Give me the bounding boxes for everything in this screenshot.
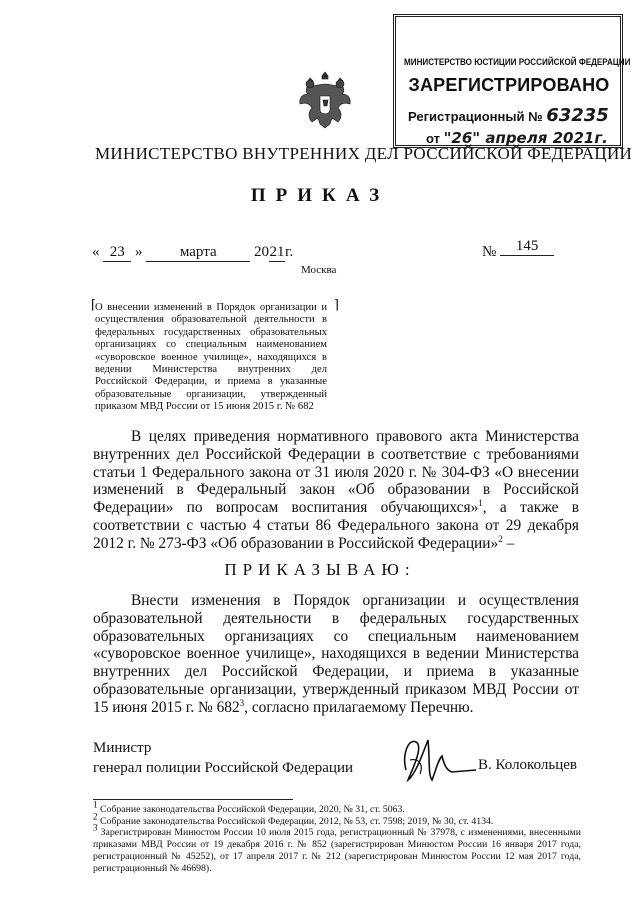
preamble (93, 428, 579, 553)
title-bracket-left: ⌈ (91, 297, 97, 312)
date-year-suffix: 21 (269, 244, 285, 260)
footnote-3: $^3$ Зарегистрирован Минюстом России 10 июля 2015 года, регистрационный № 37978, с изменениями, внесенными приказами МВД России от 19 декабря 2016 г. № 852 (зарегистрирован Минюстом России 16 января 2017 года, регистрационный № 45252), от 17 апреля 2017 г. № 212 (зарегистрирован Минюстом России 12 мая 2017 года, регистрационный № 46698). (93, 823, 581, 874)
number-label: № (482, 244, 497, 260)
order-word: ПРИКАЗЫВАЮ: (224, 560, 416, 579)
stamp-date-value: "26" апреля 2021г. (443, 129, 608, 147)
position-line-2: генерал полиции Российской Федерации (93, 760, 354, 776)
order-body (93, 592, 579, 717)
footnote-2: $^2$ Собрание законодательства Российской Федерации, 2012, № 53, ст. 7598; 2019, № 30, ст. 4134. (93, 811, 494, 827)
ministry-heading: МИНИСТЕРСТВО ВНУТРЕННИХ ДЕЛ РОССИЙСКОЙ ФЕДЕРАЦИИ (95, 144, 633, 163)
preamble-text: В целях приведения нормативного правового акта Министерства внутренних дел Российской Федерации в соответствие с требованиями статьи 1 Федерального закона от 31 июля 2020 г. № 304-ФЗ «О внесении изменений в Федеральный закон «Об образовании в Российской Федерации» по вопросам воспитания обучающихся» (93, 428, 579, 517)
stamp-reg-number: 63235 (546, 105, 609, 126)
footnote-1: $^1$ Собрание законодательства Российской Федерации, 2020, № 31, ст. 5063. (93, 799, 405, 815)
signatory-name: В. Колокольцев (478, 757, 577, 773)
handwritten-signature (398, 730, 478, 790)
double-headed-eagle-icon (296, 66, 354, 134)
number-value: 145 (500, 238, 554, 256)
body-text-end: , согласно прилагаемому Перечню. (244, 698, 474, 716)
title-bracket-right: ⌉ (333, 297, 339, 312)
stamp-reg-label: Регистрационный № (408, 109, 543, 124)
preamble-text-mid: , а также в соответствии с частью 4 статьи 86 Федерального закона от 29 декабря 2012 г. № 273-ФЗ «Об образовании в Российской Федерации» (93, 499, 579, 552)
city: Москва (301, 264, 337, 276)
footnote-ref-3: 3 (239, 697, 245, 708)
date-month: марта (146, 244, 250, 262)
footnote-ref-2: 2 (498, 533, 503, 544)
order-title-text: О внесении изменений в Порядок организации и осуществления образовательной деятельности в федеральных государственных образовательных организациях со специальным наименованием «суворовское военное училище», находящихся в ведении Министерства внутренних дел Российской Федерации, и приема в указанные образовательные организации, утвержденный приказом МВД России от 15 июня 2015 г. № 682 (95, 302, 327, 413)
date-open-quote: « (92, 244, 100, 260)
body-text: Внести изменения в Порядок организации и осуществления образовательной деятельности в федеральных государственных образовательных организациях со специальным наименованием «суворовское военное училище», находящихся в ведении Министерства внутренних дел Российской Федерации, и приема в указанные образовательные организации, утвержденный приказом МВД России от 15 июня 2015 г. № 682 (93, 592, 579, 716)
date-close-quote: » (135, 244, 143, 260)
date-day: 23 (103, 244, 131, 262)
stamp-status: ЗАРЕГИСТРИРОВАНО (408, 75, 610, 95)
stamp-ministry: МИНИСТЕРСТВО ЮСТИЦИИ РОССИЙСКОЙ ФЕДЕРАЦИИ (404, 57, 631, 67)
date-year-prefix: 20 (254, 244, 269, 260)
order-title (91, 297, 339, 414)
footnotes (93, 799, 581, 874)
order-date (92, 244, 293, 262)
date-year-unit: г. (285, 244, 294, 260)
order-number (482, 238, 554, 262)
registration-stamp (393, 14, 631, 148)
stamp-date-prefix: от (426, 131, 440, 146)
stamp-reg-line (408, 105, 609, 126)
position-line-1: Министр (93, 740, 152, 756)
preamble-text-end: – (502, 534, 515, 552)
footnote-divider (93, 799, 293, 800)
signatory-position (93, 738, 353, 778)
document-type: ПРИКАЗ (250, 185, 390, 206)
footnote-ref-1: 1 (478, 498, 483, 509)
